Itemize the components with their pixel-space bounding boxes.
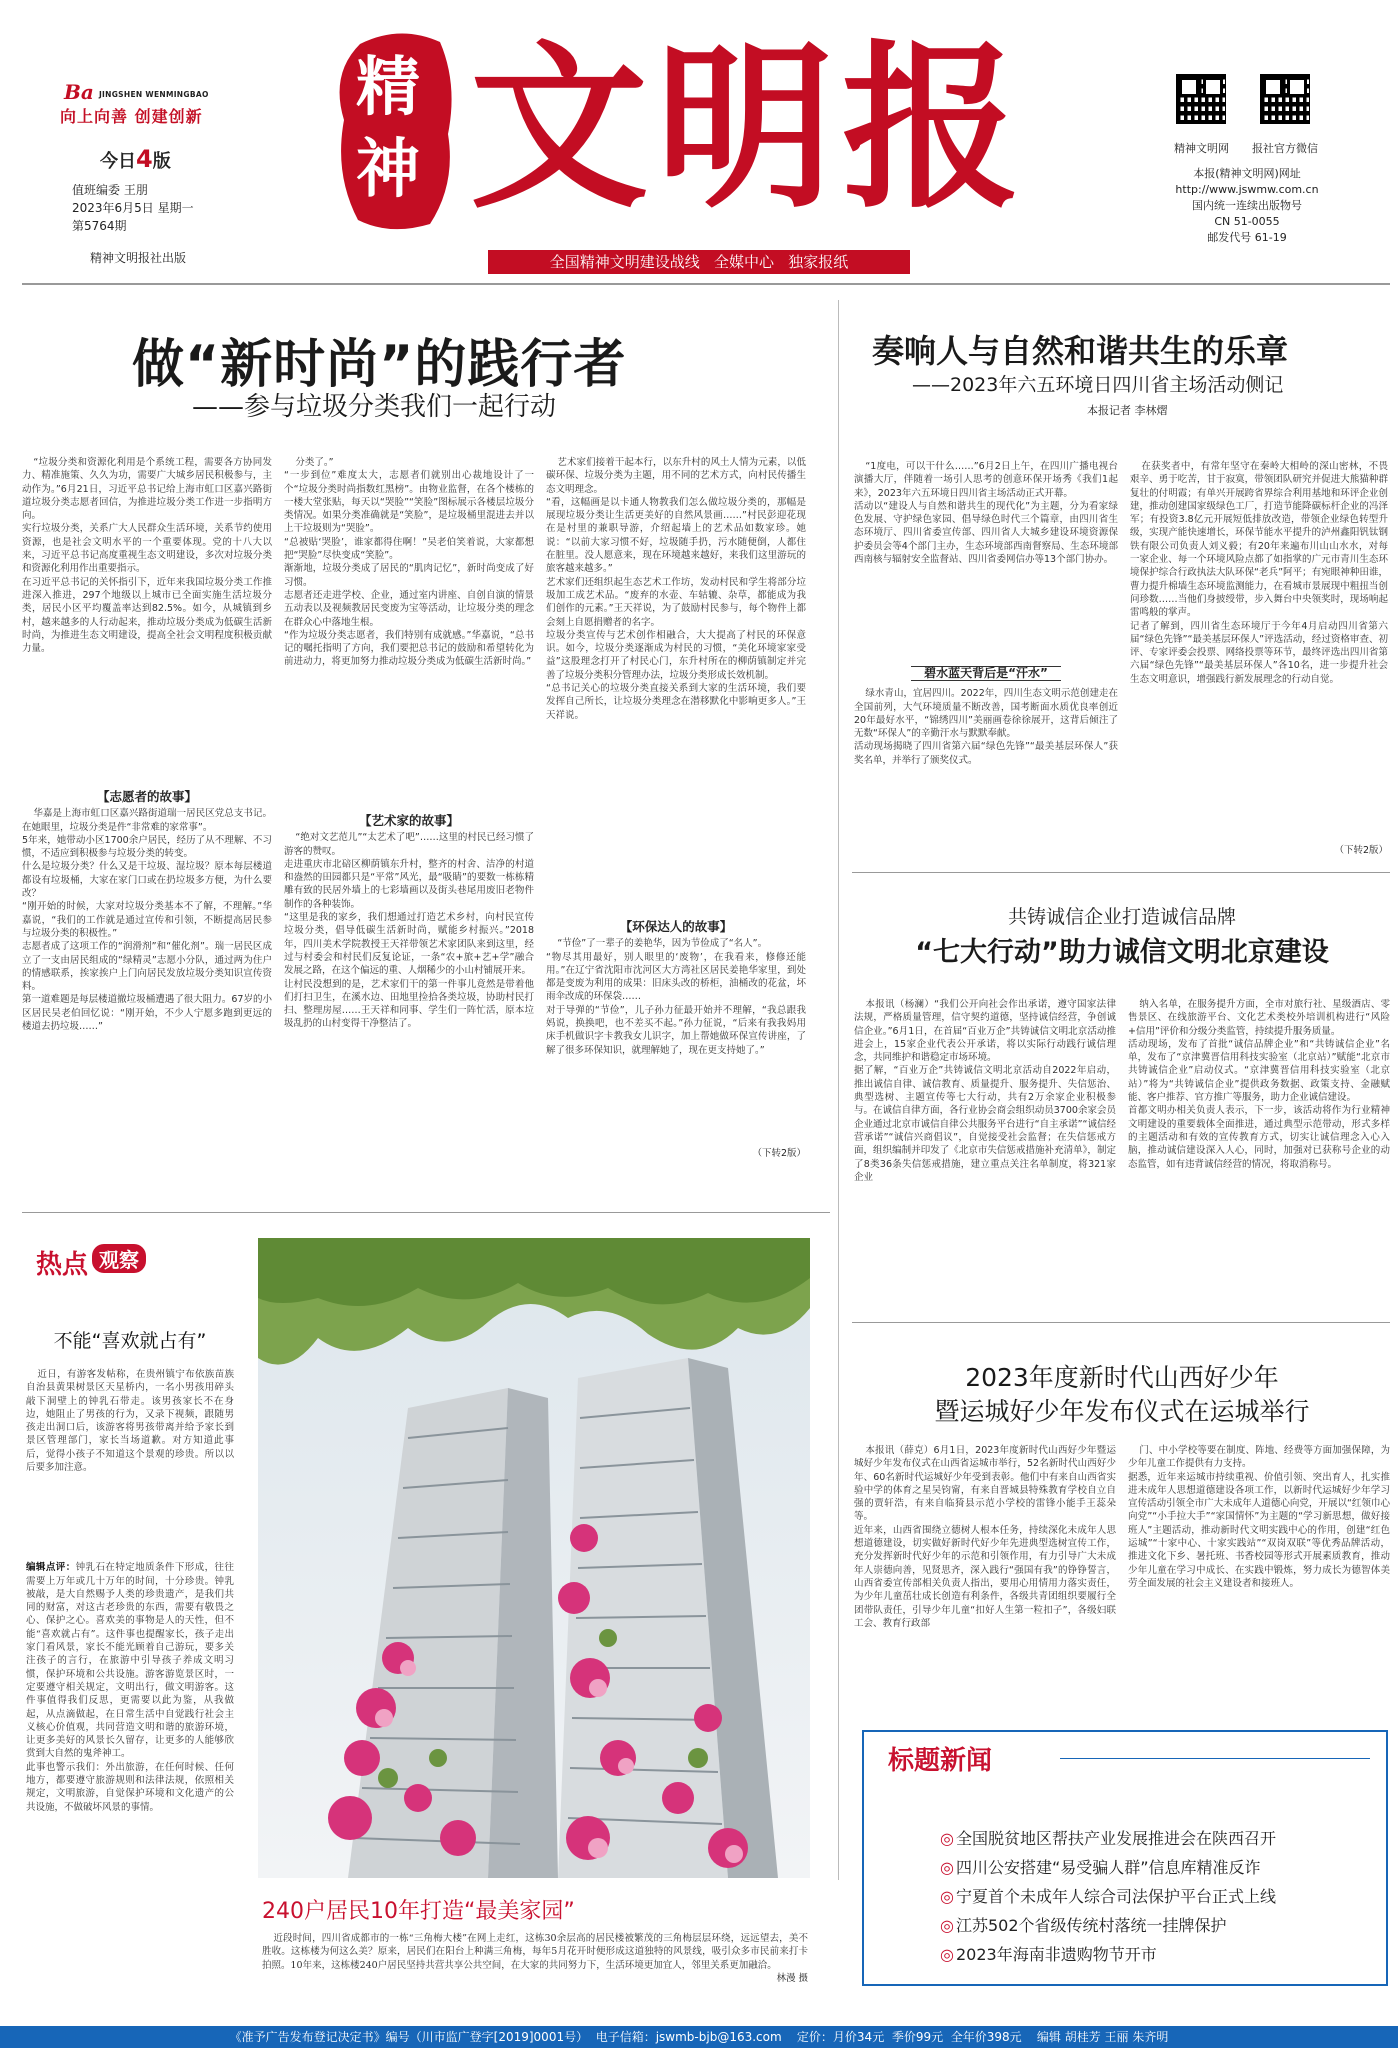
col1-text: “垃圾分类和资源化利用是个系统工程，需要各方协同发力、精准施策、久久为功，需要广大城乡居民积极参与，主动作为。”6月21日，习近平总书记给上海市虹口区嘉兴路街道垃圾分类志愿者回信，为推进垃圾分类工作进一步指明方向。 实行垃圾分类，关系广大人民群众生活环境，关系节约使用资源，也是社会文明水平的一个重要体现。党的十八大以来，习近平总书记高度重视生态文明建设，多次对垃圾分类和资源化利用作出重要指示。 在习近平总书记的关怀指引下，近年来我国垃圾分类工作推进深入推进，297个地级以上城市已全面实施生活垃圾分类，居民小区平均覆盖率达到82.5%。如今，从城镇到乡村，越来越多的人行动起来，推动垃圾分类成为低碳生活新时尚，为推进生态文明建设，提高全社会文明程度积极贡献力量。: [22, 457, 272, 655]
issue-info: [72, 181, 232, 235]
article-environment-day: [852, 290, 1392, 870]
section-divider: [22, 1212, 830, 1213]
issue-date: 2023年6月5日 星期一: [72, 201, 194, 215]
cn-label: 国内统一连续出版物号: [1192, 199, 1302, 212]
article-credit-beijing: [852, 880, 1392, 1320]
article-title: “七大行动”助力诚信文明北京建设: [915, 937, 1329, 968]
col3-text: 艺术家们接着干起本行，以东升村的风土人情为元素，以低碳环保、垃圾分类为主题，用不同的艺术方式，向村民传播生态文明理念。 “看，这幅画是以卡通人物教我们怎么做垃圾分类的，那幅是展现垃圾分类让生活更美好的自然风景画……”村民彭迎花现在是村里的兼职导游，介绍起墙上的艺术品如数家珍。她说：“以前大家习惯不好，垃圾随手扔，污水随便倒，人都住在脏里。没人愿意来，现在环境越来越好，来我们这里游玩的旅客越来越多。” 艺术家们还组织起生态艺术工作坊，发动村民和学生将部分垃圾加工成艺术品。“废弃的水壶、车轱辘、杂草，都能成为我们创作的元素。”王天祥说，为了鼓励村民参与，每个物件上都会刻上自愿捐赠者的名字。 垃圾分类宣传与艺术创作相融合，大大提高了村民的环保意识。如今，垃圾分类逐渐成为村民的习惯，“美化环境家家受益”这股理念打开了村民心门，东升村所在的柳荫镇制定并完善了垃圾分类积分管理办法，垃圾分类形成长效机制。 “总书记关心的垃圾分类直接关系到大家的生活环境，我们要发挥自己所长，让垃圾分类理念在潜移默化中影响更多人。”王天祥说。: [546, 457, 806, 721]
article-shanxi-youth: [852, 1330, 1392, 1720]
article-subtitle: ——2023年六五环境日四川省主场活动侧记: [912, 374, 1284, 396]
footer-text: 《准予广告发布登记决定书》编号（川市监广登字[2019]0001号） 电子信箱：jswmb-bjb@163.com 定价：月价34元 季价99元 全年价398元 编辑 胡桂芳 王丽 朱齐明: [229, 2030, 1169, 2044]
photo-body: [262, 1932, 808, 2012]
photo-frame: [258, 1238, 810, 1878]
photo-credit: 林漫 摄: [776, 1972, 808, 1984]
headline-news-title: 标题新闻: [888, 1746, 993, 1776]
section-divider: [852, 1322, 1390, 1323]
hotspot-label-b: 观察: [92, 1244, 146, 1273]
masthead-divider: [22, 283, 1390, 285]
col1b-text: 绿水青山，宜居四川。2022年，四川生态文明示范创建走在全国前列，大气环境质量不断改善，国考断面水质优良率创近20年最好水平，“锦绣四川”美丽画卷徐徐展开，这背后倾注了无数“环保人”的辛勤汗水与默默奉献。 活动现场揭晓了四川省第六届“绿色先锋”“最美基层环保人”获奖名单，并举行了颁奖仪式。: [854, 688, 1118, 766]
banner: [488, 250, 910, 274]
issue-number: 第5764期: [72, 219, 127, 233]
article-title: 奏响人与自然和谐共生的乐章: [872, 332, 1289, 370]
headline-item[interactable]: ◎ 四川公安搭建“易受骗人群”信息库精准反诈: [940, 1853, 1380, 1882]
hotspot-column: [22, 1220, 238, 2010]
brand-logo: [64, 82, 244, 104]
footer-bar: [0, 2026, 1398, 2048]
hotspot-label: [36, 1244, 146, 1281]
editor-note-label: 编辑点评：: [26, 1562, 76, 1574]
today-label: 今日: [100, 151, 136, 172]
col1-text: “1度电，可以干什么……”6月2日上午，在四川广播电视台演播大厅，伴随着一场引人思考的创意环保开场秀《我们1起来》，2023年六五环境日四川省主场活动正式开幕。 活动以“建设人与自然和谐共生的现代化”为主题，分为看家绿色发展、守护绿色家园、倡导绿色时代三个篇章，由四川省生态环境厅、四川省委宣传部、四川省人大城乡建设环境资源保护委员会等4个部门主办，生态环境部西南督察局、生态环境部西南核与辐射安全监督站、四川省委网信办等13个部门协办。: [854, 461, 1118, 566]
headline-item[interactable]: ◎ 宁夏首个未成年人综合司法保护平台正式上线: [940, 1882, 1380, 1911]
article-garbage-sorting: [22, 290, 812, 1190]
col3b-text: “节俭”了一辈子的姜艳华，因为节俭成了“名人”。 “物尽其用最好，别人眼里的‘废物’，在我看来，修修还能用。”在辽宁省沈阳市沈河区大方湾社区居民姜艳华家里，到处都是变废为利用的成果：旧床头改的桥柜，油桶改的花盆，坏雨伞改成的环保袋…… 对于导弹的“节俭”，儿子孙力征最开始并不理解，“我总跟我妈说，换换吧，也不差买不起。”孙力征说，“后来有我我妈用床手机做识字卡教我女儿识字，加上帮她做环保宣传讲座，了解了很多环保知识，就理解她了，现在更支持她了。”: [546, 938, 806, 1056]
paper-info: [1172, 166, 1322, 246]
col1b-text: 华嘉是上海市虹口区嘉兴路街道瑞一居民区党总支书记。在她眼里，垃圾分类是件“非常难的家常事”。 5年来，她带动小区1700余户居民，经历了从不理解、不习惯，不适应到积极参与垃圾分类的转变。 什么是垃圾分类？什么又是干垃圾、湿垃圾？原本每层楼道都设有垃圾桶，大家在家门口或在扔垃圾多方便，为什么要改？ “刚开始的时候，大家对垃圾分类基本不了解，不理解。”华嘉说，“我们的工作就是通过宣传和引领，不断提高居民参与垃圾分类的积极性。” 志愿者成了这项工作的“润滑剂”和“催化剂”。瑞一居民区成立了一支由居民组成的“绿精灵”志愿小分队，通过两为住户的情感联系，挨家挨户上门向居民发放垃圾分类知识宣传资料。 第一道难题是每层楼道撤垃圾桶遭遇了很大阻力。67岁的小区居民吴老伯回忆说：“刚开始，不少人宁愿多跑到更远的楼道去扔垃圾……”: [22, 808, 272, 1033]
editor-note-text: 钟乳石在特定地质条件下形成，往往需要上万年或几十万年的时间，十分珍贵。钟乳被敲，是大自然赐予人类的珍贵遗产，是我们共同的财富，对这古老珍贵的东西，需要有敬畏之心、保护之心。喜欢美的事物是人的天性，但不能“喜欢就占有”。这件事也提醒家长，孩子走出家门看风景，家长不能光顾着自己游玩，要多关注孩子的言行，在旅游中引导孩子养成文明习惯，保护环境和公共设施。游客游览景区时，一定要遵守相关规定，文明出行，做文明游客。这件事值得我们反思，更需要以此为鉴，从我做起，从点滴做起，在日常生活中自觉践行社会主义核心价值观，共同营造文明和谐的旅游环境，让更多美好的风景长久留存，让更多的人能够欣赏到大自然的鬼斧神工。 此事也警示我们：外出旅游，在任何时候、任何地方，都要遵守旅游规则和法律法规，依照相关规定，文明旅游，自觉保护环境和文化遗产的公共设施，不做破坏风景的事情。: [26, 1562, 234, 1813]
hotspot-body: 近日，有游客发帖称，在贵州镇宁布依族苗族自治县黄果树景区天星桥内，一名小男孩用碎头敲下洞壁上的钟乳石带走。该男孩家长不在身边，她阻止了男孩的行为，又录下视频，跟随男孩走出洞口后，该游客将男孩带离并给予家长到景区管理部门，家长当场道歉。对方知道此事后，觉得小孩子不知道这个景观的珍贵。所以以后要多加注意。: [26, 1369, 234, 1474]
photo-text: 近段时间，四川省成都市的一栋“三角梅大楼”在网上走红，这栋30余层高的居民楼被繁茂的三角梅层层环绕，远远望去，美不胜收。这栋楼为何这么美？原来，居民们在阳台上种满三角梅，每年5月花开时便形成这道独特的风景线，吸引众多市民前来打卡拍照。10年来，这栋楼240户居民坚持共营共享公共空间，在大家的共同努力下，生活环境更加宜人，邻里关系更加融洽。: [262, 1933, 808, 1971]
today-pages: [100, 145, 171, 173]
brand-mark-icon: Ba: [64, 80, 94, 104]
title-char-shen: 神: [356, 132, 420, 207]
article-col2: 门、中小学校等要在制度、阵地、经费等方面加强保障，为少年儿童工作提供有力支持。 据悉，近年来运城市持续重视、价值引领、突出育人，扎实推进未成年人思想道德建设各项工作，以新时代运城好少年学习宣传活动引领全市广大未成年人道德心向党，开展以“红领巾心向党”“小手拉大手”“家国情怀”为主题的“学习新思想，做好接班人”主题活动，推动新时代文明实践中心的作用，创建“红色运城”“十家中心、十家实践站”“双岗双联”等优秀品牌活动，推进文化下乡、暑托班、书香校园等形式开展素质教育，推动少年儿童在学习中成长、在实践中锻炼，努力成长为德智体美劳全面发展的社会主义建设者和接班人。: [1128, 1445, 1390, 1589]
section-heading: 【艺术家的故事】: [358, 813, 459, 828]
col2-text: 在获奖者中，有常年坚守在秦岭大相岭的深山密林，不畏艰辛、勇于吃苦，甘于寂寞，带领团队研究并促进大熊猫种群复壮的付明霞；有单兴开展跨省界综合利用基地和环评企业创建，推动创建国家级绿色工厂，打造节能降碳标杆企业的冯泽军；有投资3.8亿元开展短低排放改造，带领企业绿色转型升级，实现产能快速增长，环保节能水平提升的泸州鑫阳钒钛钢铁有限公司负责人刘义毅；有20年来遍布川山山水水，对每一家企业、每一个环境风险点都了如指掌的广元市青川生态环境保护综合行政执法大队环保“老兵”阿平；有宛眼神种田谁，曹力提升棉墙生态环境监测能力，在看城市景展现中粗扭当创问珍数……当他们身披绶带，步入舞台中央领奖时，现场响起雷鸣般的掌声。 记者了解到，四川省生态环境厅于今年4月启动四川省第六届“绿色先锋”“最美基层环保人”评选活动，经过资格审查、初评、专家评委会投票、网络投票等环节，最终评选出四川省第六届“绿色先锋”“最美基层环保人”各10名，进一步提升社会生态文明意识，增强践行新发展理念的行动自觉。: [1130, 461, 1388, 685]
building-photo-icon: [258, 1238, 810, 1878]
article-col1: [854, 460, 1118, 860]
title-char-jing: 精: [356, 50, 420, 125]
kicker: 共铸诚信企业打造诚信品牌: [1007, 906, 1236, 928]
headline-item[interactable]: ◎ 2023年海南非遗购物节开市: [940, 1940, 1380, 1969]
article-title-line1: 2023年度新时代山西好少年: [965, 1363, 1279, 1392]
publisher: 精神文明报社出版: [90, 251, 187, 265]
article-col1: 本报讯（杨澜）“我们公开向社会作出承诺，遵守国家法律法规，严格质量管理，信守契约道德，坚持诚信经营，争创诚信企业。”6月1日，在首届“百业万企”共铸诚信文明北京活动推进会上，15家企业代表公开承诺，将以实际行动践行诚信理念，共同维护和谐稳定市场环境。 据了解，“百业万企”共铸诚信文明北京活动自2022年启动，推出诚信自律、诚信教育、质量提升、服务提升、失信惩治、典型选树、主题宣传等七大行动，共有2万余家企业积极参与。在诚信自律方面，各行业协会商会组织动员3700余家会员企业通过北京市诚信自律公共服务平台进行“自主承诺”“诚信经营承诺”“诚信兴商倡议”，自觉接受社会监督；在失信惩戒方面，组织编制并印发了《北京市失信惩戒措施补充清单》，制定了8类36条失信惩戒措施，建立重点关注名单制度，将321家企业: [854, 999, 1116, 1183]
slogan: 向上向善 创建创新: [60, 107, 203, 126]
col2-text: 分类了。” “一步到位”难度太大，志愿者们就别出心裁地设计了一个“垃圾分类时尚指数红黑榜”。由物业监督，在各个楼栋的一楼大堂张贴，每天以“哭脸”“笑脸”图标展示各楼层垃圾分类情况。如果分类准确就是“笑脸”，是垃圾桶里混进去并以上干垃圾则为“哭脸”。 “总被贴‘哭脸’，谁家都得住啊！”吴老伯笑着说，大家都想把“哭脸”尽快变成“笑脸”。 渐渐地，垃圾分类成了居民的“肌肉记忆”，新时尚变成了好习惯。 志愿者还走进学校、企业，通过室内讲座、自创自演的情景五动表以及视频教居民变废为宝等活动，让垃圾分类的理念在群众心中落地生根。 “作为垃圾分类志愿者，我们特别有成就感。”华嘉说，“总书记的嘱托指明了方向，我们要把总书记的鼓励和希望转化为前进动力，将更加努力推动垃圾分类成为低碳生活新时尚。”: [284, 457, 534, 668]
qr2-label: 报社官方微信: [1252, 142, 1318, 155]
hotspot-editor-note: [26, 1548, 234, 2000]
article-subtitle: ——参与垃圾分类我们一起行动: [192, 392, 557, 422]
headline-item[interactable]: ◎ 全国脱贫地区帮扶产业发展推进会在陕西召开: [940, 1824, 1380, 1853]
brand-pinyin: JINGSHEN WENMINGBAO: [98, 90, 209, 99]
article-col2: [284, 456, 534, 1178]
article-col2: [1130, 460, 1388, 860]
qr1-label: 精神文明网: [1174, 142, 1229, 155]
article-col1: 本报讯（薛克）6月1日，2023年度新时代山西好少年暨运城好少年发布仪式在山西省运城市举行，52名新时代山西好少年、60名新时代运城好少年受到表彰。他们中有来自山西省实验中学的体育之星吴钧甯，有来自晋城县特殊教育学校自立自强的贾轩浩，有来自临猗县示范小学校的雷锋小能手王蕊朵等。 近年来，山西省围绕立德树人根本任务，持续深化未成年人思想道德建设，切实做好新时代好少年先进典型选树宣传工作，充分发挥新时代好少年的示范和引领作用，有力引导广大未成年人崇德向善，见贤思齐，深入践行“强国有我”的铮铮誓言，山西省委宣传部相关负责人指出，要用心用情用力落实责任，为少年儿童茁壮成长创造有利条件，各级共青团组织要履行全团带队责任，引导少年儿童“扣好人生第一粒扣子”，各级妇联工会、教育行政部: [854, 1445, 1116, 1629]
article-title: 做“新时尚”的践行者: [132, 335, 627, 395]
photo-caption: 240户居民10年打造“最美家园”: [262, 1899, 575, 1924]
duty-editor: 值班编委 王朋: [72, 183, 148, 197]
section-heading: 【志愿者的故事】: [96, 789, 197, 804]
article-title-line2: 暨运城好少年发布仪式在运城举行: [934, 1397, 1310, 1426]
article-col3: [546, 456, 806, 1178]
article-col2: 纳入名单，在服务提升方面，全市对旅行社、星级酒店、零售景区、在线旅游平台、文化艺术类校外培训机构进行“风险+信用”评价和分级分类监管，持续提升服务质量。 活动现场，发布了首批“诚信品牌企业”和“共铸诚信企业”名单，发布了“京津冀晋信用科技实验室（北京站）”赋能“北京市共铸诚信企业”启动仪式。“京津冀晋信用科技实验室（北京站）”将为“共铸诚信企业”提供政务数据、政策支持、金融赋能、客户推荐、官方推广等服务，助力企业诚信建设。 首都文明办相关负责人表示，下一步，该活动将作为行业精神文明建设的重要载体全面推进，通过典型示范带动，形式多样的主题活动和有效的宣传教育方式，切实让诚信理念入心入脑，推动诚信建设深入人心，同时，加强对已获称号企业的动态监管，如有违背诚信经营的情况，将取消称号。: [1128, 999, 1390, 1170]
headline-title-rule: [1060, 1758, 1370, 1759]
site-url[interactable]: http://www.jswmw.com.cn: [1175, 183, 1319, 196]
continued-note[interactable]: （下转2版）: [1334, 845, 1388, 856]
col2b-text: “绝对文艺范儿”“太艺术了吧”……这里的村民已经习惯了游客的赞叹。 走进重庆市北碚区柳荫镇东升村，整齐的村舍、洁净的村道和盎然的田园都只是“平常”风光，最“吸睛”的要数一栋栋精雕有致的民居外墙上的七彩墙画以及街头巷尾用废旧老物件制作的各种装饰。 “这里是我的家乡，我们想通过打造艺术乡村，向村民宣传垃圾分类，倡导低碳生活新时尚，赋能乡村振兴。”2018年，四川美术学院教授王天祥带领艺术家团队来到这里，经过与村委会和村民们反复论证，一条“农+旅+艺+学”融合发展之路，在这个偏远的重、人烟稀少的小山村铺展开来。 让村民没想到的是，艺术家们干的第一件事儿竟然是带着他们打扫卫生，在溪水边、田地里捡拾各类垃圾，协助村民打扫、整理房屋……王天祥和同事、学生们一阵忙活，原本垃圾乱扔的山村变得干净整洁了。: [284, 832, 534, 1030]
hotspot-label-a: 热点: [36, 1250, 89, 1280]
site-line: 本报(精神文明网)网址: [1193, 167, 1301, 180]
masthead: [0, 0, 1398, 270]
hotspot-title: 不能“喜欢就占有”: [53, 1330, 207, 1352]
banner-text: 全国精神文明建设战线 全媒中心 独家报纸: [549, 253, 849, 271]
continued-note[interactable]: （下转2版）: [752, 1148, 806, 1160]
qr-code-icon[interactable]: [1260, 74, 1310, 124]
headline-item[interactable]: ◎ 江苏502个省级传统村落统一挂牌保护: [940, 1911, 1380, 1940]
headline-news-box: [862, 1730, 1388, 1986]
newspaper-title: 文明报: [470, 28, 1028, 232]
section-heading: 碧水蓝天背后是“汗水”: [911, 666, 1061, 681]
page-count: 4: [136, 145, 153, 173]
post-code: 邮发代号 61-19: [1207, 231, 1287, 244]
cn-number: CN 51-0055: [1214, 215, 1280, 228]
article-col1: [22, 456, 272, 1178]
page-suffix: 版: [152, 151, 171, 172]
section-divider: [852, 872, 1390, 873]
byline: 本报记者 李林熠: [1087, 404, 1168, 417]
qr-code-icon[interactable]: [1176, 74, 1226, 124]
section-heading: 【环保达人的故事】: [619, 919, 733, 934]
column-divider: [838, 300, 839, 1880]
title-seal: [330, 24, 458, 234]
headline-list: [940, 1824, 1380, 1969]
